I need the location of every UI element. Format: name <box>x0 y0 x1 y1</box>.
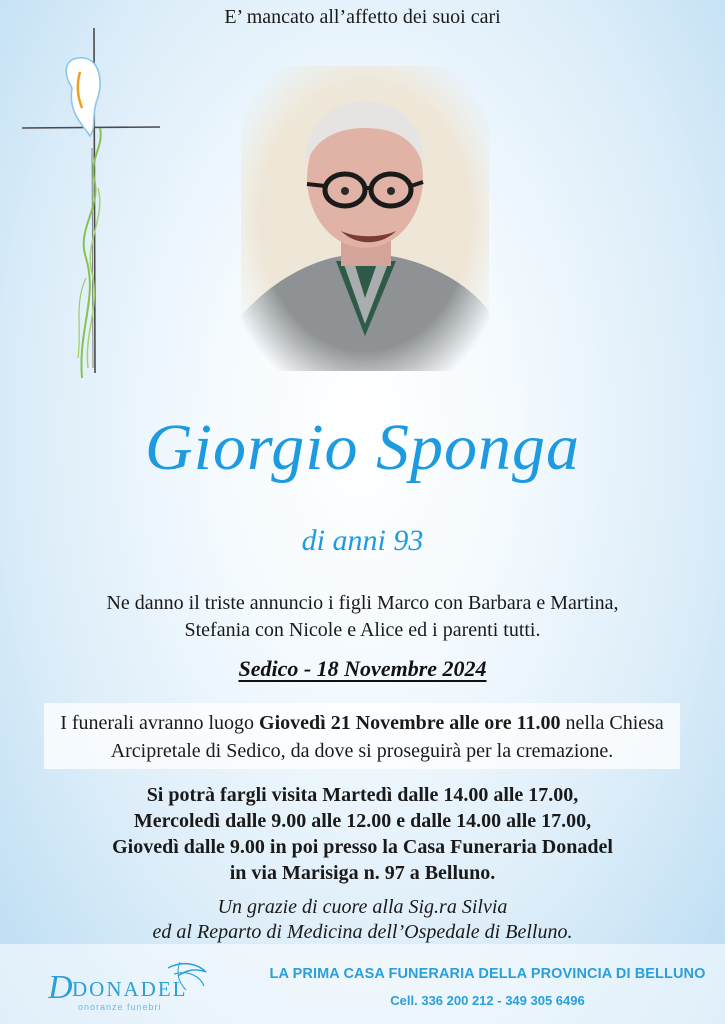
thanks-text <box>0 895 725 945</box>
visits-line-1: Si potrà fargli visita Martedì dalle 14.00 alle 17.00, <box>146 784 579 806</box>
announcement-text <box>0 590 725 644</box>
logo-text: DONADEL <box>72 977 188 1001</box>
thanks-line-1: Un grazie di cuore alla Sig.ra Silvia <box>217 896 508 918</box>
funeral-text-part1: I funerali avranno luogo <box>60 712 260 734</box>
donadel-logo <box>48 958 223 1016</box>
visits-line-2: Mercoledì dalle 9.00 alle 12.00 e dalle 14.00 alle 17.00, <box>133 810 592 832</box>
deceased-age: di anni 93 <box>301 524 424 557</box>
visits-line-3: Giovedì dalle 9.00 in poi presso la Casa Funeraria Donadel <box>112 836 613 858</box>
funeral-line-1 <box>44 709 680 737</box>
footer-tagline: LA PRIMA CASA FUNERARIA DELLA PROVINCIA DI BELLUNO <box>269 966 706 982</box>
thanks-line-2: ed al Reparto di Medicina dell’Ospedale di Belluno. <box>152 921 573 943</box>
announcement-line-1: Ne danno il triste annuncio i figli Marco con Barbara e Martina, <box>106 592 619 614</box>
funeral-line-2: Arcipretale di Sedico, da dove si proseguirà per la cremazione. <box>110 740 614 762</box>
visits-line-4: in via Marisiga n. 97 a Belluno. <box>229 862 496 884</box>
svg-text:D: D <box>48 969 73 1006</box>
footer-phones: Cell. 336 200 212 - 349 305 6496 <box>390 993 585 1008</box>
funeral-text-part2: nella Chiesa <box>560 712 664 734</box>
place-date: Sedico - 18 Novembre 2024 <box>238 656 487 681</box>
logo-subtext: onoranze funebri <box>78 1002 162 1012</box>
announcement-line-2: Stefania con Nicole e Alice ed i parenti tutti. <box>184 619 541 641</box>
funeral-date-time: Giovedì 21 Novembre alle ore 11.00 <box>259 712 561 734</box>
portrait-photo <box>241 66 489 371</box>
intro-text: E’ mancato all’affetto dei suoi cari <box>224 6 501 28</box>
funeral-info-box <box>44 703 680 769</box>
visiting-hours <box>0 782 725 886</box>
cross-with-calla-lily-icon <box>20 28 165 378</box>
deceased-name: Giorgio Sponga <box>144 411 581 484</box>
